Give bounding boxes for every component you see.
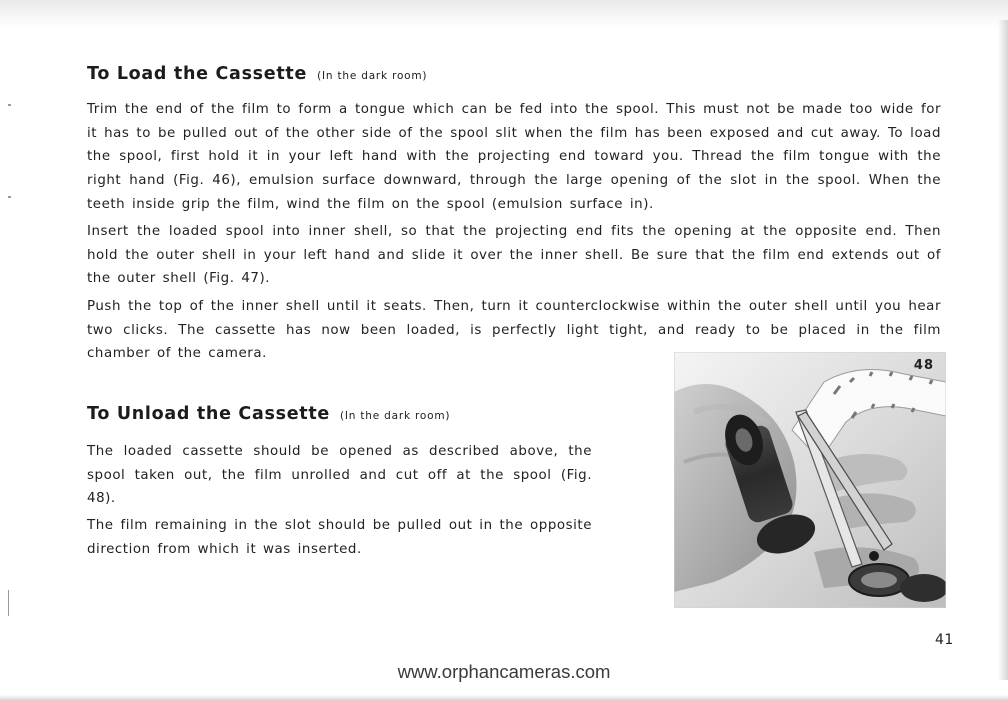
- unload-cassette-note: (In the dark room): [340, 410, 451, 422]
- load-cassette-note: (In the dark room): [317, 70, 428, 82]
- unload-cassette-title: To Unload the Cassette: [87, 404, 330, 424]
- load-paragraph-3: Push the top of the inner shell until it seats. Then, turn it counterclockwise within the outer shell until you hear two clicks. The cassette has now been loaded, is perfectly light tight, and ready to be placed in the film chamber of the camera.: [87, 299, 941, 362]
- page-bottom-edge: [0, 695, 1008, 701]
- page-right-edge: [998, 20, 1008, 680]
- page-top-shadow: [0, 0, 1008, 30]
- unload-paragraph-2: The film remaining in the slot should be pulled out in the opposite direction from which it was inserted.: [87, 518, 592, 557]
- load-cassette-heading: [87, 64, 427, 84]
- page-number: 41: [935, 632, 954, 648]
- margin-mark: [8, 196, 11, 198]
- load-paragraph-1: Trim the end of the film to form a tongue which can be fed into the spool. This must not be made too wide for it has to be pulled out of the other side of the spool slit when the film has been exposed and cut away. To load the spool, first hold it in your left hand with the projecting end toward you. Thread the film tongue with the right hand (Fig. 46), emulsion surface downward, through the large opening of the slot in the spool. When the teeth inside grip the film, wind the film on the spool (emulsion surface in).: [87, 102, 941, 212]
- margin-mark: [8, 104, 11, 106]
- figure-number-label: 48: [913, 358, 934, 373]
- footer-website-url[interactable]: www.orphancameras.com: [397, 661, 611, 682]
- load-cassette-title: To Load the Cassette: [87, 64, 308, 84]
- margin-mark: [8, 590, 9, 616]
- figure-48-photo: [674, 352, 946, 608]
- unload-paragraph-1: The loaded cassette should be opened as described above, the spool taken out, the film unrolled and cut off at the spool (Fig. 48).: [87, 444, 592, 507]
- scissors-cutting-film-illustration: [674, 352, 946, 608]
- unload-cassette-heading: [87, 404, 450, 424]
- load-paragraph-2: Insert the loaded spool into inner shell, so that the projecting end fits the opening at the opposite end. Then hold the outer shell in your left hand and slide it over the inner shell. Be sure that the film end extends out of the outer shell (Fig. 47).: [87, 224, 941, 287]
